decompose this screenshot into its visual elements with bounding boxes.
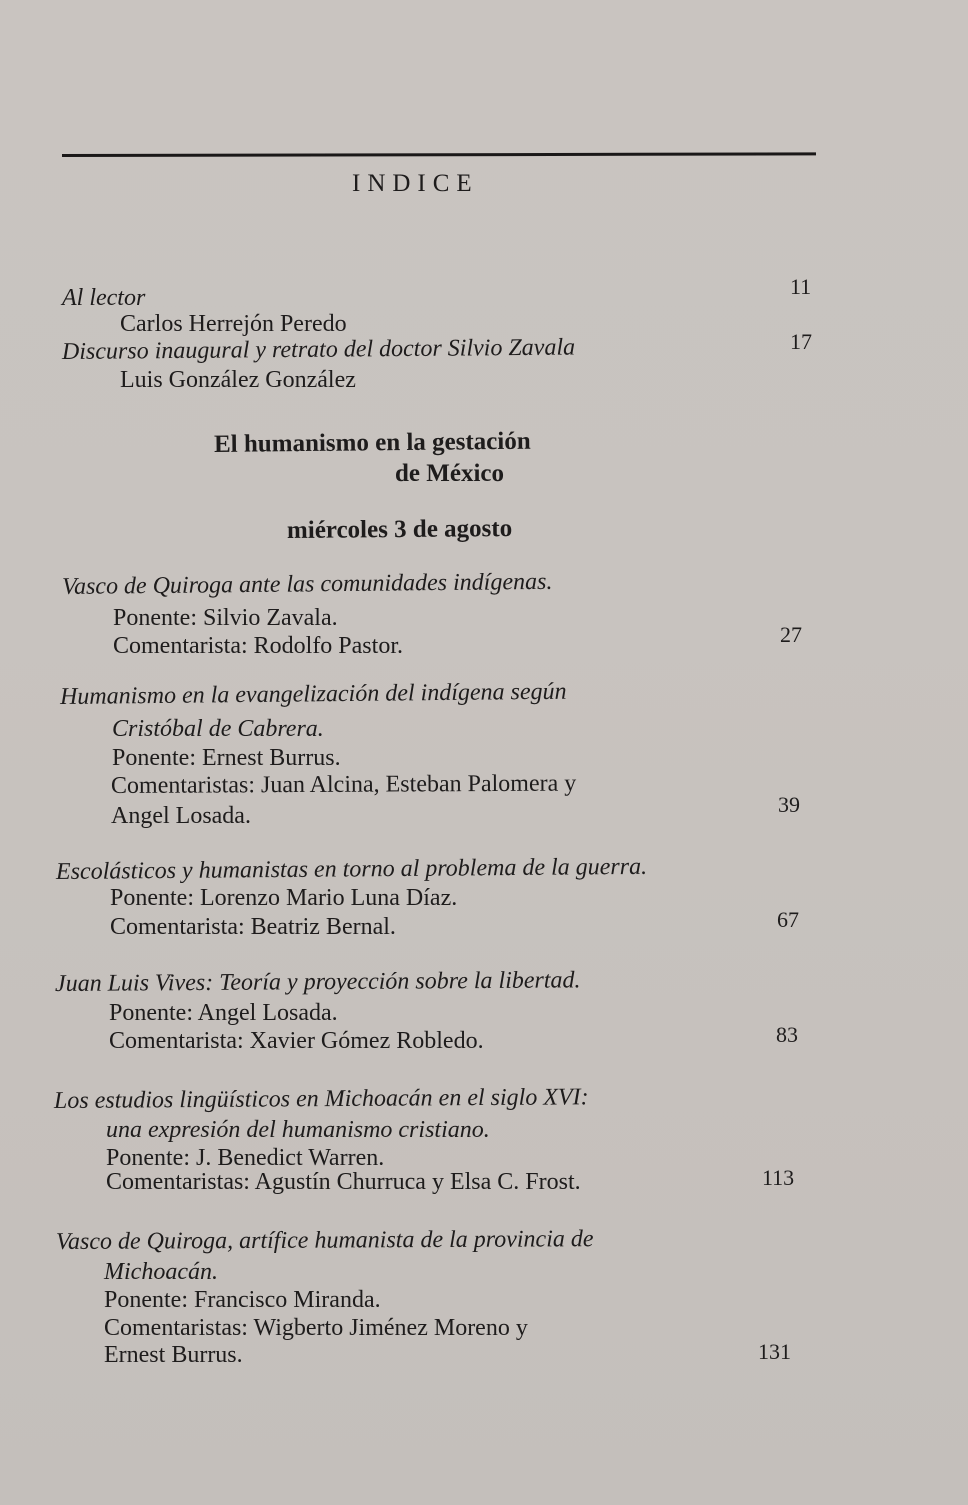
page-number: 27 bbox=[780, 622, 802, 647]
entry-title: Vasco de Quiroga ante las comunidades indígenas. bbox=[61, 568, 553, 600]
entry-ponente: Ponente: Ernest Burrus. bbox=[112, 745, 341, 771]
page-number: 39 bbox=[778, 792, 800, 817]
page-number: 67 bbox=[777, 907, 799, 932]
entry-title-continued: Michoacán. bbox=[104, 1259, 218, 1285]
page-title: INDICE bbox=[352, 170, 479, 197]
page-number: 131 bbox=[758, 1339, 791, 1364]
section-date: miércoles 3 de agosto bbox=[286, 515, 513, 544]
entry-comentaristas: Comentaristas: Agustín Churruca y Elsa C. Frost. bbox=[106, 1169, 581, 1195]
section-heading-line-1: El humanismo en la gestación bbox=[213, 427, 531, 458]
page-number: 11 bbox=[790, 274, 812, 299]
entry-title: Escolásticos y humanistas en torno al problema de la guerra. bbox=[55, 853, 648, 885]
entry-title-continued: Cristóbal de Cabrera. bbox=[112, 716, 324, 742]
entry-ponente: Ponente: Francisco Miranda. bbox=[104, 1287, 381, 1313]
entry-ponente: Ponente: Lorenzo Mario Luna Díaz. bbox=[110, 885, 458, 911]
entry-comentarista: Comentarista: Beatriz Bernal. bbox=[110, 914, 396, 940]
entry-ponente: Ponente: J. Benedict Warren. bbox=[106, 1145, 385, 1171]
page-number: 113 bbox=[762, 1165, 795, 1190]
entry-comentaristas: Comentaristas: Wigberto Jiménez Moreno y bbox=[104, 1315, 528, 1341]
entry-ponente: Ponente: Angel Losada. bbox=[109, 1000, 338, 1026]
entry-ponente: Ponente: Silvio Zavala. bbox=[113, 605, 338, 631]
entry-author: Luis González González bbox=[120, 367, 356, 393]
page-number: 83 bbox=[776, 1022, 798, 1047]
page-number: 17 bbox=[790, 329, 812, 354]
entry-comentarista: Comentarista: Xavier Gómez Robledo. bbox=[109, 1028, 484, 1054]
entry-title: Vasco de Quiroga, artífice humanista de la provincia de bbox=[55, 1226, 594, 1255]
entry-comentaristas: Comentaristas: Juan Alcina, Esteban Palomera y bbox=[110, 770, 577, 799]
entry-title: Humanismo en la evangelización del indígena según bbox=[59, 678, 567, 710]
section-heading-line-2: de México bbox=[395, 460, 504, 487]
entry-comentaristas-continued: Ernest Burrus. bbox=[104, 1342, 243, 1368]
entry-title: Juan Luis Vives: Teoría y proyección sobre la libertad. bbox=[54, 967, 581, 997]
entry-comentaristas-continued: Angel Losada. bbox=[111, 803, 251, 829]
entry-title-continued: una expresión del humanismo cristiano. bbox=[106, 1117, 490, 1143]
entry-title: Al lector bbox=[62, 285, 146, 311]
entry-title: Discurso inaugural y retrato del doctor Silvio Zavala bbox=[61, 334, 576, 365]
entry-comentarista: Comentarista: Rodolfo Pastor. bbox=[113, 633, 403, 659]
top-rule bbox=[62, 152, 816, 157]
entry-author: Carlos Herrejón Peredo bbox=[120, 311, 347, 337]
entry-title: Los estudios lingüísticos en Michoacán en el siglo XVI: bbox=[53, 1084, 589, 1114]
